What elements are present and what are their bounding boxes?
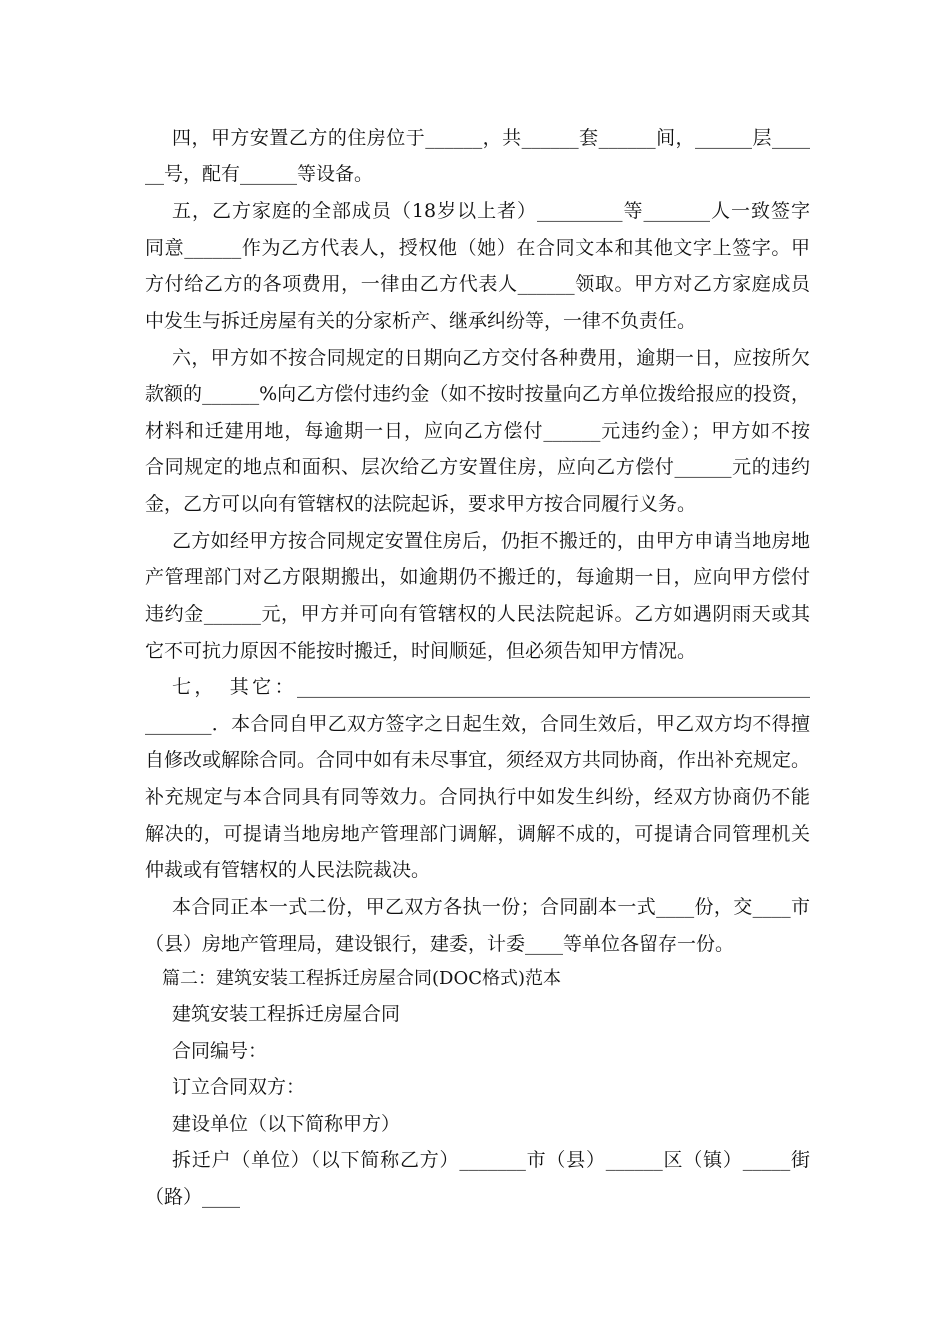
clause-7-line-4: 补充规定与本合同具有同等效力。合同执行中如发生纠纷，经双方协商仍不能 bbox=[145, 786, 810, 808]
clause-7-line-6: 仲裁或有管辖权的人民法院裁决。 bbox=[145, 859, 431, 881]
clause-7-line-5: 解决的，可提请当地房地产管理部门调解，调解不成的，可提请合同管理机关 bbox=[145, 823, 810, 845]
clause-6-line-1: 六，甲方如不按合同规定的日期向乙方交付各种费用，逾期一日，应按所欠 bbox=[172, 347, 810, 369]
party-a-line: 建设单位（以下简称甲方） bbox=[172, 1113, 401, 1135]
contract-parties: 订立合同双方： bbox=[172, 1076, 306, 1098]
section-heading: 篇二：建筑安装工程拆迁房屋合同(DOC格式)范本 bbox=[162, 968, 562, 989]
contract-title: 建筑安装工程拆迁房屋合同 bbox=[172, 1003, 401, 1025]
clause-7-line-1: 七， 其它：______________________________________________________ bbox=[172, 676, 810, 698]
copies-line-1: 本合同正本一式二份，甲乙双方各执一份；合同副本一式____份，交____市 bbox=[172, 896, 810, 918]
party-b-line-3: 违约金______元，甲方并可向有管辖权的人民法院起诉。乙方如遇阴雨天或其 bbox=[145, 603, 810, 625]
clause-6-line-4: 合同规定的地点和面积、层次给乙方安置住房，应向乙方偿付______元的违约 bbox=[145, 456, 810, 478]
contract-number: 合同编号： bbox=[172, 1040, 268, 1062]
clause-7-line-2: _______．本合同自甲乙双方签字之日起生效，合同生效后，甲乙双方均不得擅 bbox=[145, 713, 810, 735]
clause-7-line-3: 自修改或解除合同。合同中如有未尽事宜，须经双方共同协商，作出补充规定。 bbox=[145, 749, 810, 771]
clause-4-line-1: 四，甲方安置乙方的住房位于______，共______套______间，______层____ bbox=[172, 127, 810, 149]
clause-5-line-2: 同意______作为乙方代表人，授权他（她）在合同文本和其他文字上签字。甲 bbox=[145, 237, 810, 259]
copies-line-2: （县）房地产管理局，建设银行，建委，计委____等单位各留存一份。 bbox=[145, 933, 735, 955]
party-b-line-1: 乙方如经甲方按合同规定安置住房后，仍拒不搬迁的，由甲方申请当地房地 bbox=[172, 530, 810, 552]
party-b-line-2: 产管理部门对乙方限期搬出，如逾期仍不搬迁的，每逾期一日，应向甲方偿付 bbox=[145, 566, 810, 588]
clause-5-line-3: 方付给乙方的各项费用，一律由乙方代表人______领取。甲方对乙方家庭成员 bbox=[145, 273, 810, 295]
clause-6-line-3: 材料和迁建用地，每逾期一日，应向乙方偿付______元违约金）；甲方如不按 bbox=[145, 420, 810, 442]
clause-5-line-1: 五，乙方家庭的全部成员（18岁以上者）_________等_______人一致签字 bbox=[172, 200, 810, 222]
party-b-line-4: 它不可抗力原因不能按时搬迁，时间顺延，但必须告知甲方情况。 bbox=[145, 640, 697, 662]
party-b-address-line-1: 拆迁户（单位）（以下简称乙方）_______市（县）______区（镇）_____街 bbox=[172, 1149, 810, 1171]
clause-5-line-4: 中发生与拆迁房屋有关的分家析产、继承纠纷等，一律不负责任。 bbox=[145, 310, 697, 332]
clause-6-line-2: 款额的______%向乙方偿付违约金（如不按时按量向乙方单位拨给报应的投资， bbox=[145, 383, 810, 405]
party-b-address-line-2: （路）____ bbox=[145, 1186, 241, 1208]
clause-4-line-2: __号，配有______等设备。 bbox=[145, 163, 374, 185]
clause-6-line-5: 金，乙方可以向有管辖权的法院起诉，要求甲方按合同履行义务。 bbox=[145, 493, 697, 515]
